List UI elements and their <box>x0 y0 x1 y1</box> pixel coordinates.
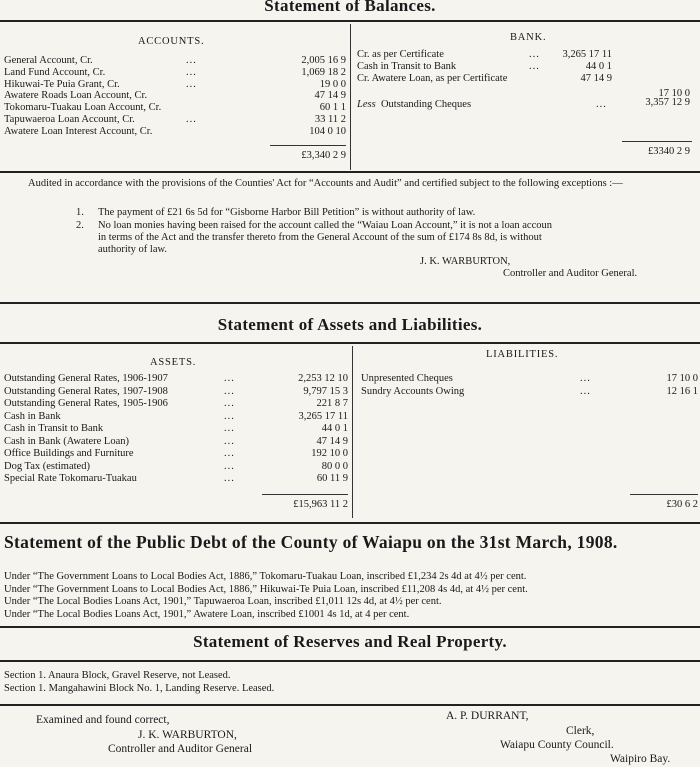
divider <box>0 302 700 304</box>
asset-row-label: Office Buildings and Furniture <box>4 448 134 459</box>
account-row-amount: 104 0 10 <box>309 125 346 137</box>
footer-clerk-title: Clerk, <box>566 725 595 737</box>
footer-examined: Examined and found correct, <box>36 714 170 726</box>
asset-row-label: Outstanding General Rates, 1907-1908 <box>4 385 168 397</box>
asset-row-amount: 221 8 7 <box>316 398 348 409</box>
account-row-label: General Account, Cr. <box>4 55 93 66</box>
audit-item2-line3: authority of law. <box>98 244 168 255</box>
audit-item1-num: 1. <box>76 207 84 218</box>
account-row-amount: 19 0 0 <box>319 78 346 90</box>
divider <box>0 20 700 22</box>
assets-header: ASSETS. <box>150 357 197 368</box>
asset-row-amount: 47 14 9 <box>316 435 348 447</box>
asset-row-dots: ... <box>224 373 235 384</box>
assets-liabilities-title: Statement of Assets and Liabilities. <box>217 315 483 334</box>
asset-row-amount: 80 0 0 <box>321 460 348 472</box>
account-row-amount: 60 1 1 <box>319 102 346 114</box>
bank-row-amount: 47 14 9 <box>580 73 612 84</box>
asset-row-label: Cash in Transit to Bank <box>4 423 104 434</box>
asset-row-amount: 60 11 9 <box>316 473 348 484</box>
reserves-title: Statement of Reserves and Real Property. <box>193 632 507 651</box>
audit-item2-line1: No loan monies having been raised for the account called the “Waiau Loan Account,” it is not a loan accoun <box>98 220 552 231</box>
bank-row-label: Cr. Awatere Loan, as per Certificate <box>357 73 508 84</box>
asset-row-label: Dog Tax (estimated) <box>4 460 90 472</box>
asset-row-amount: 2,253 12 10 <box>298 373 348 384</box>
asset-row-label: Cash in Bank <box>4 410 61 422</box>
liability-row-amount: 12 16 1 <box>666 385 698 397</box>
footer-clerk-name: A. P. DURRANT, <box>446 710 529 722</box>
audit-item1: The payment of £21 6s 5d for “Gisborne Harbor Bill Petition” is without authority of law. <box>98 207 476 218</box>
account-row-label: Tokomaru-Tuakau Loan Account, Cr. <box>4 102 162 114</box>
audit-item2-line2: in terms of the Act and the transfer thereto from the General Account of the sum of £174 8s 8d, is without <box>98 232 542 243</box>
asset-row-amount: 44 0 1 <box>321 423 348 434</box>
audit-intro: Audited in accordance with the provisions of the Counties' Act for “Accounts and Audit” and certified subject to the following exceptions :— <box>28 178 623 189</box>
audit-signer: J. K. WARBURTON, <box>420 256 511 267</box>
account-row-label: Awatere Loan Interest Account, Cr. <box>4 125 153 137</box>
liabilities-total-rule <box>630 494 698 495</box>
column-divider <box>352 346 353 518</box>
account-row-amount: 2,005 16 9 <box>301 55 346 66</box>
bank-header: BANK. <box>510 32 547 43</box>
reserve-line: Section 1. Mangahawini Block No. 1, Landing Reserve. Leased. <box>4 683 275 694</box>
asset-row-dots: ... <box>224 473 235 484</box>
asset-row-label: Cash in Bank (Awatere Loan) <box>4 435 129 447</box>
account-row-label: Hikuwai-Te Puia Grant, Cr. <box>4 78 120 90</box>
bank-row-label: Cash in Transit to Bank <box>357 61 457 72</box>
asset-row-dots: ... <box>224 423 235 434</box>
footer-place: Waipiro Bay. <box>610 753 671 765</box>
asset-row-label: Outstanding General Rates, 1905-1906 <box>4 398 168 409</box>
asset-row-dots: ... <box>224 398 235 409</box>
divider <box>0 342 700 344</box>
audit-signer-title: Controller and Auditor General. <box>503 268 638 279</box>
less-amount: 3,357 12 9 <box>645 97 690 108</box>
asset-row-dots: ... <box>224 448 235 459</box>
footer-auditor-name: J. K. WARBURTON, <box>138 729 237 741</box>
liability-row-label: Unpresented Cheques <box>361 373 453 384</box>
divider <box>0 626 700 628</box>
asset-row-dots: ... <box>224 385 235 397</box>
divider <box>0 704 700 706</box>
debt-line: Under “The Local Bodies Loans Act, 1901,” Tapuwaeroa Loan, inscribed £1,011 12s 4d, at 4½ per cent. <box>4 596 442 607</box>
liability-row-dots: ... <box>580 373 591 384</box>
account-row-amount: 1,069 18 2 <box>301 66 346 78</box>
bank-row-amount: 3,265 17 11 <box>562 49 612 60</box>
account-row-dots: ... <box>186 78 197 90</box>
debt-line: Under “The Government Loans to Local Bodies Act, 1886,” Tokomaru-Tuakau Loan, inscribed £1,234 2s 4d at 4½ per cent. <box>4 571 527 582</box>
account-row-label: Awatere Roads Loan Account, Cr. <box>4 90 148 102</box>
assets-total-rule <box>262 494 348 495</box>
balances-title: Statement of Balances. <box>264 0 436 15</box>
account-row-dots: ... <box>186 66 197 78</box>
account-row-amount: 33 11 2 <box>314 114 346 125</box>
accounts-total-rule <box>270 145 346 146</box>
bank-row-dots: ... <box>529 61 540 72</box>
asset-row-label: Special Rate Tokomaru-Tuakau <box>4 473 137 484</box>
bank-total: £3340 2 9 <box>648 146 690 157</box>
account-row-dots: ... <box>186 55 197 66</box>
accounts-header: ACCOUNTS. <box>138 36 205 47</box>
audit-item2-num: 2. <box>76 220 84 231</box>
asset-row-amount: 192 10 0 <box>311 448 348 459</box>
account-row-label: Land Fund Account, Cr. <box>4 66 106 78</box>
column-divider <box>350 24 351 170</box>
asset-row-amount: 9,797 15 3 <box>303 385 348 397</box>
accounts-total: £3,340 2 9 <box>301 150 346 161</box>
liability-row-label: Sundry Accounts Owing <box>361 385 465 397</box>
asset-row-dots: ... <box>224 410 235 422</box>
liability-row-amount: 17 10 0 <box>666 373 698 384</box>
public-debt-title: Statement of the Public Debt of the County of Waiapu on the 31st March, 1908. <box>4 532 618 552</box>
less-label: Outstanding Cheques <box>380 99 472 110</box>
debt-line: Under “The Government Loans to Local Bodies Act, 1886,” Hikuwai-Te Puia Loan, inscribed £11,208 4s 4d, at 4½ per cent. <box>4 583 528 595</box>
liability-row-dots: ... <box>580 385 591 397</box>
bank-row-amount: 44 0 1 <box>585 61 612 72</box>
asset-row-label: Outstanding General Rates, 1906-1907 <box>4 373 168 384</box>
asset-row-dots: ... <box>224 435 235 447</box>
footer-auditor-title: Controller and Auditor General <box>108 743 253 755</box>
less-word: Less <box>357 99 376 110</box>
divider <box>0 660 700 662</box>
less-dots: ... <box>596 99 607 110</box>
liabilities-header: LIABILITIES. <box>486 349 559 360</box>
asset-row-amount: 3,265 17 11 <box>298 410 348 422</box>
bank-subtotal: 17 10 0 <box>658 88 690 99</box>
debt-line: Under “The Local Bodies Loans Act, 1901,” Awatere Loan, inscribed £1001 4s 1d, at 4 per cent. <box>4 608 410 620</box>
bank-row-dots: ... <box>529 49 540 60</box>
divider <box>0 522 700 524</box>
assets-total: £15,963 11 2 <box>293 499 348 510</box>
bank-total-rule <box>622 141 692 142</box>
liabilities-total: £30 6 2 <box>666 499 698 510</box>
bank-row-label: Cr. as per Certificate <box>357 49 444 60</box>
less-row <box>357 99 471 111</box>
account-row-label: Tapuwaeroa Loan Account, Cr. <box>4 114 135 125</box>
footer-council: Waiapu County Council. <box>500 739 614 751</box>
reserve-line: Section 1. Anaura Block, Gravel Reserve, not Leased. <box>4 670 231 681</box>
account-row-amount: 47 14 9 <box>314 90 346 102</box>
account-row-dots: ... <box>186 114 197 125</box>
asset-row-dots: ... <box>224 460 235 472</box>
divider <box>0 171 700 173</box>
